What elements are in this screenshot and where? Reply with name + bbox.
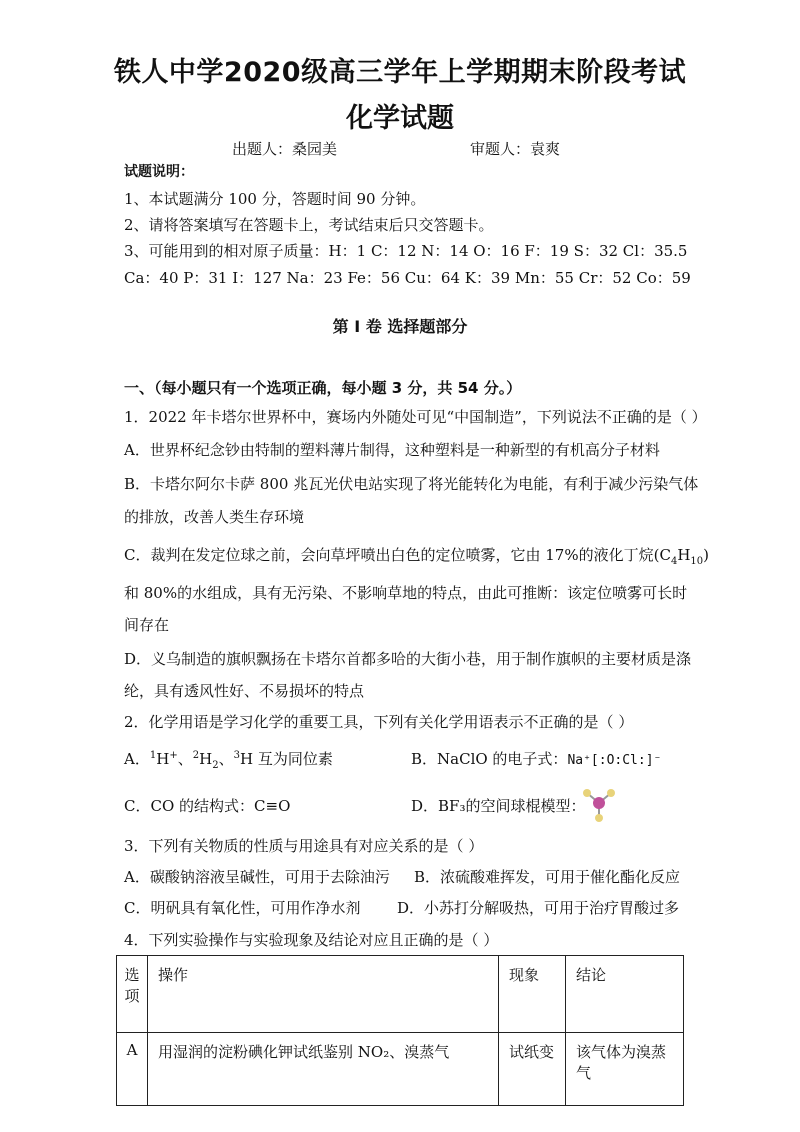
instruction-item: Ca：40 P：31 I：127 Na：23 Fe：56 Cu：64 K：39 Mn：55 Cr：52 Co：59 [124, 269, 691, 287]
mass-number: 2 [192, 750, 200, 761]
mass-number: 3 [233, 750, 240, 761]
question-1-option-d: D．义乌制造的旗帜飘扬在卡塔尔首都多哈的大街小巷，用于制作旗帜的主要材质是涤 [124, 650, 692, 668]
table-cell: 该气体为溴蒸气 [566, 1033, 684, 1106]
question-3-option-d: D．小苏打分解吸热，可用于治疗胃酸过多 [397, 899, 680, 917]
question-2-option-c: C．CO 的结构式：C≡O [124, 797, 291, 815]
author-reviewer: 审题人：袁爽 [470, 140, 561, 158]
option-prefix: A． [124, 750, 150, 768]
bf3-ball-stick-model-icon [582, 787, 616, 823]
formula-close: ) [703, 546, 709, 564]
question-3-option-a: A．碳酸钠溶液呈碱性，可用于去除油污 [124, 868, 390, 886]
electron-formula: Na⁺[:O:Cl:]⁻ [567, 753, 662, 768]
question-1-option-b: B．卡塔尔阿尔卡萨 800 兆瓦光伏电站实现了将光能转化为电能，有利于减少污染气体 [124, 475, 699, 493]
option-text: 互为同位素 [253, 750, 333, 768]
formula-h-sub: 10 [690, 556, 704, 567]
charge: + [169, 750, 178, 761]
separator: 、 [218, 750, 234, 768]
section-title: 第 I 卷 选择题部分 [332, 317, 468, 336]
table-header-row [117, 956, 684, 1033]
question-4-table [116, 955, 684, 1106]
table-cell: 用湿润的淀粉碘化钾试纸鉴别 NO₂、溴蒸气 [148, 1033, 499, 1106]
option-c-text: C．裁判在发定位球之前，会向草坪喷出白色的定位喷雾，它由 17%的液化丁烷( [124, 546, 660, 564]
question-3-stem: 3．下列有关物质的性质与用途具有对应关系的是（ ） [124, 837, 484, 855]
table-row [117, 1033, 684, 1106]
element-symbol: H [239, 750, 254, 768]
mass-number: 1 [149, 750, 157, 761]
instruction-item: 1、本试题满分 100 分，答题时间 90 分钟。 [124, 190, 426, 208]
question-2-option-d: D．BF₃的空间球棍模型： [411, 797, 586, 815]
formula-h: H [677, 546, 691, 564]
question-1-option-d-cont: 纶，具有透风性好、不易损坏的特点 [124, 682, 365, 700]
subscript: 2 [212, 760, 219, 771]
instruction-item: 3、可能用到的相对原子质量：H：1 C：12 N：14 O：16 F：19 S：32 Cl：35.5 [124, 242, 688, 260]
question-4-stem: 4．下列实验操作与实验现象及结论对应且正确的是（ ） [124, 931, 499, 949]
question-1-option-a: A．世界杯纪念钞由特制的塑料薄片制得，这种塑料是一种新型的有机高分子材料 [124, 441, 660, 459]
question-2-option-b [411, 748, 661, 769]
element-symbol: H [199, 750, 213, 768]
option-text: B．NaClO 的电子式： [411, 750, 568, 768]
question-3-option-c: C．明矾具有氧化性，可用作净水剂 [124, 899, 361, 917]
formula-c: C [659, 546, 671, 564]
separator: 、 [177, 750, 193, 768]
instruction-item: 2、请将答案填写在答题卡上，考试结束后只交答题卡。 [124, 216, 494, 234]
element-symbol: H [156, 750, 170, 768]
exam-title: 铁人中学2020级高三学年上学期期末阶段考试 [113, 57, 687, 88]
question-1-stem: 1．2022 年卡塔尔世界杯中，赛场内外随处可见“中国制造”，下列说法不正确的是（ ） [124, 408, 707, 426]
formula-c-sub: 4 [670, 556, 678, 567]
question-1-option-c-cont: 和 80%的水组成，具有无污染、不影响草地的特点，由此可推断：该定位喷雾可长时 [124, 584, 688, 602]
question-2-option-a [124, 748, 333, 771]
question-1-option-b-cont: 的排放，改善人类生存环境 [124, 508, 305, 526]
author-setter: 出题人：桑园美 [232, 140, 338, 158]
table-cell: A [117, 1033, 148, 1106]
instructions-heading: 试题说明： [124, 164, 194, 180]
table-header-option: 选项 [117, 956, 148, 1033]
question-3-option-b: B．浓硫酸难挥发，可用于催化酯化反应 [414, 868, 681, 886]
table-header-phenomenon: 现象 [499, 956, 566, 1033]
question-2-stem: 2．化学用语是学习化学的重要工具，下列有关化学用语表示不正确的是（ ） [124, 713, 634, 731]
table-cell: 试纸变 [499, 1033, 566, 1106]
subject-title: 化学试题 [346, 103, 454, 134]
table-header-conclusion: 结论 [566, 956, 684, 1033]
question-1-option-c [124, 544, 709, 567]
part-heading: 一、（每小题只有一个选项正确，每小题 3 分，共 54 分。） [124, 379, 522, 397]
question-1-option-c-cont2: 间存在 [124, 616, 170, 634]
table-header-operation: 操作 [148, 956, 499, 1033]
